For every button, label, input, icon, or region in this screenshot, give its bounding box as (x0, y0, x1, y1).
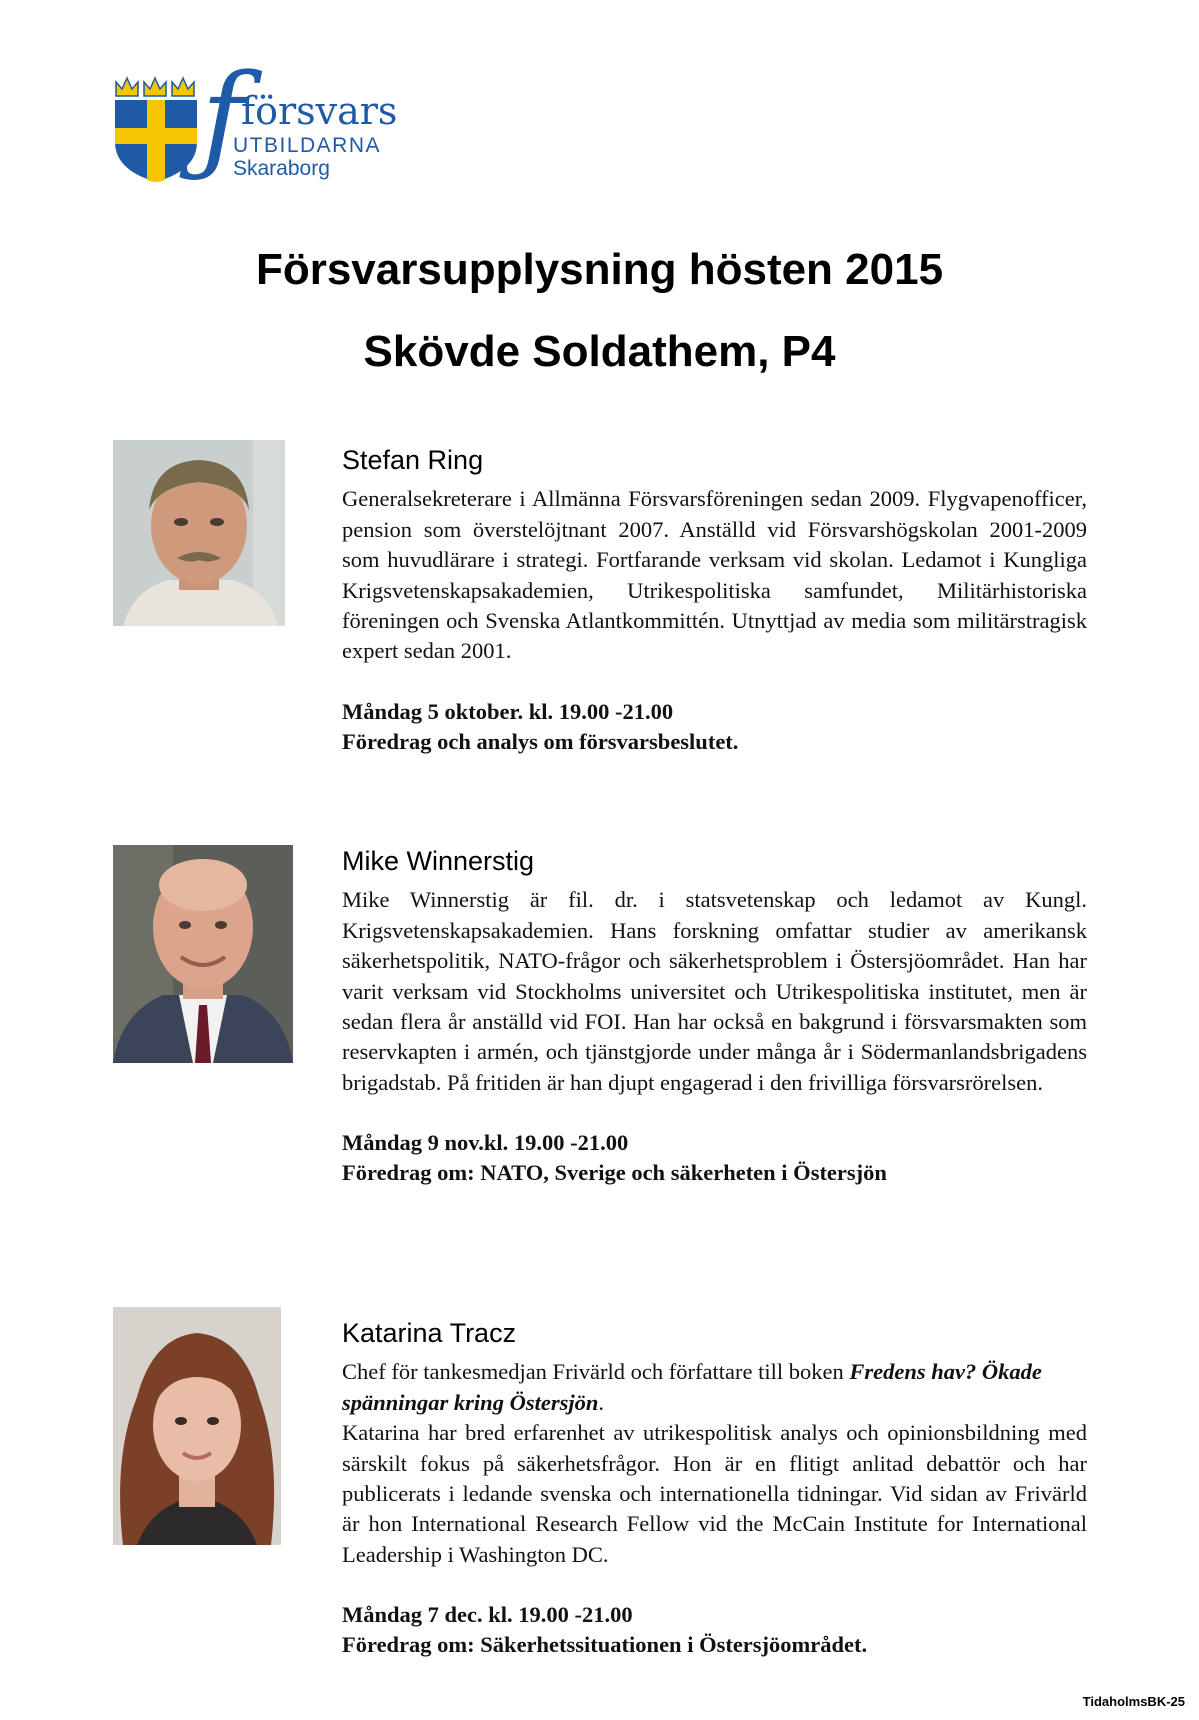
event-topic: Föredrag om: Säkerhetssituationen i Östersjöområdet. (342, 1632, 868, 1658)
book-title: Fredens hav? Ökade spänningar kring Östersjön (342, 1359, 1042, 1415)
speaker-photo (113, 845, 293, 1063)
speaker-bio: Katarina har bred erfarenhet av utrikespolitisk analys och opinionsbildning med särskilt fokus på säkerhetsfrågor. Hon är en flitigt anlitad debattör och har publicerats i ledande svenska och internationella tidningar. Vid sidan av Frivärld är hon International Research Fellow vid the McCain Institute for International Leadership i Washington DC. (342, 1420, 1087, 1567)
speaker-content (342, 845, 1087, 1188)
event-date: Måndag 5 oktober. kl. 19.00 -21.00 (342, 698, 674, 724)
page-subtitle: Skövde Soldathem, P4 (363, 327, 836, 376)
speaker-bio-intro (342, 1357, 1087, 1418)
speaker-bio: Generalsekreterare i Allmänna Försvarsföreningen sedan 2009. Flygvapenofficer, pension som överstelöjtnant 2007. Anställd vid Försvarshögskolan 2001-2009 som huvudlärare i strategi. Fortfarande verksam vid skolan. Ledamot i Kungliga Krigsvetenskapsakademien, Utrikespolitiska samfundet, Militärhistoriska föreningen och Svenska Atlantkommittén. Utnyttjad av media som militärstragisk expert sedan 2001. (342, 486, 1087, 664)
event-date: Måndag 9 nov.kl. 19.00 -21.00 (342, 1130, 629, 1156)
speaker-event (342, 1600, 1087, 1660)
logo-f-glyph: ƒ (201, 48, 245, 186)
bio-intro-text: Chef för tankesmedjan Frivärld och författare till boken (342, 1359, 850, 1385)
speaker-name: Mike Winnerstig (342, 846, 535, 876)
bio-intro-end: . (598, 1389, 604, 1415)
footer-code: TidaholmsBK-25 (1082, 1694, 1185, 1709)
logo-brand-sub: UTBILDARNA (233, 134, 382, 157)
speaker-photo (113, 440, 285, 626)
portrait-man-suit-icon (113, 845, 293, 1063)
portrait-woman-icon (113, 1307, 281, 1545)
logo-brand-main: försvars (241, 89, 398, 133)
speaker-photo (113, 1307, 281, 1545)
crowns-shield-icon (113, 72, 199, 184)
speaker-event (342, 1128, 1087, 1188)
portrait-man-mustache-icon (113, 440, 285, 626)
speaker-name: Katarina Tracz (342, 1318, 517, 1348)
logo-brand-region: Skaraborg (233, 157, 330, 180)
page-title: Försvarsupplysning hösten 2015 (255, 245, 944, 294)
speaker-name: Stefan Ring (342, 445, 484, 475)
forsvarsutbildarna-logo (113, 48, 398, 192)
speaker-bio: Mike Winnerstig är fil. dr. i statsvetenskap och ledamot av Kungl. Krigsvetenskapsakademien. Hans forskning omfattar studier av amerikansk säkerhetspolitik, NATO-frågor och säkerhetsproblem i Östersjöområdet. Han har varit verksam vid Stockholms universitet och Utrikespolitiska institutet, men är sedan flera år anställd vid FOI. Han har också en bakgrund i försvarsmakten som reservkapten i armén, och tjänstgjorde under många år i Södermanlandsbrigadens brigadstab. På fritiden är han djupt engagerad i den frivilliga försvarsrörelsen. (342, 887, 1087, 1095)
event-topic: Föredrag och analys om försvarsbeslutet. (342, 728, 739, 754)
speaker-event (342, 697, 1087, 757)
speaker-content (342, 444, 1087, 757)
event-topic: Föredrag om: NATO, Sverige och säkerheten i Östersjön (342, 1160, 887, 1186)
speaker-content (342, 1317, 1087, 1660)
event-date: Måndag 7 dec. kl. 19.00 -21.00 (342, 1602, 633, 1628)
